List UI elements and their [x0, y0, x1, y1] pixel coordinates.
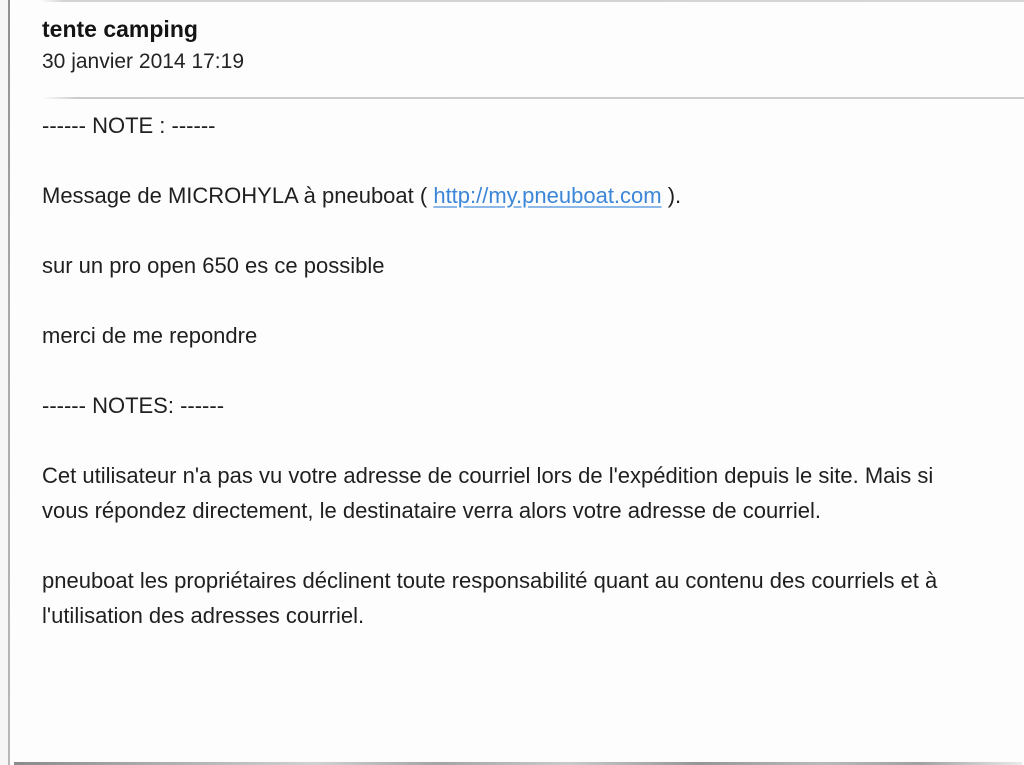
message-intro-line	[42, 178, 976, 213]
header-divider	[42, 97, 1024, 99]
email-header	[42, 15, 984, 75]
pneuboat-link[interactable]: http://my.pneuboat.com	[433, 183, 662, 208]
notes-divider-line: ------ NOTES: ------	[42, 393, 225, 418]
email-body	[42, 108, 976, 668]
note-divider-line: ------ NOTE : ------	[42, 113, 216, 138]
top-edge-line	[40, 0, 1024, 2]
left-edge-line	[8, 0, 10, 765]
email-subject: tente camping	[42, 16, 198, 42]
closing-line: merci de me repondre	[42, 323, 258, 348]
message-intro-suffix: ).	[661, 183, 682, 208]
message-intro-prefix: Message de MICROHYLA à pneuboat (	[42, 183, 434, 208]
question-line: sur un pro open 650 es ce possible	[42, 253, 385, 278]
notes-paragraph-2: pneuboat les propriétaires déclinent toute responsabilité quant au contenu des courriels et à l'utilisation des adresses courriel.	[42, 568, 938, 628]
notes-paragraph-1: Cet utilisateur n'a pas vu votre adresse de courriel lors de l'expédition depuis le site. Mais si vous répondez directement, le destinataire verra alors votre adresse de courriel.	[42, 463, 934, 523]
email-date: 30 janvier 2014 17:19	[42, 50, 244, 73]
screen-left-bezel	[0, 0, 8, 765]
